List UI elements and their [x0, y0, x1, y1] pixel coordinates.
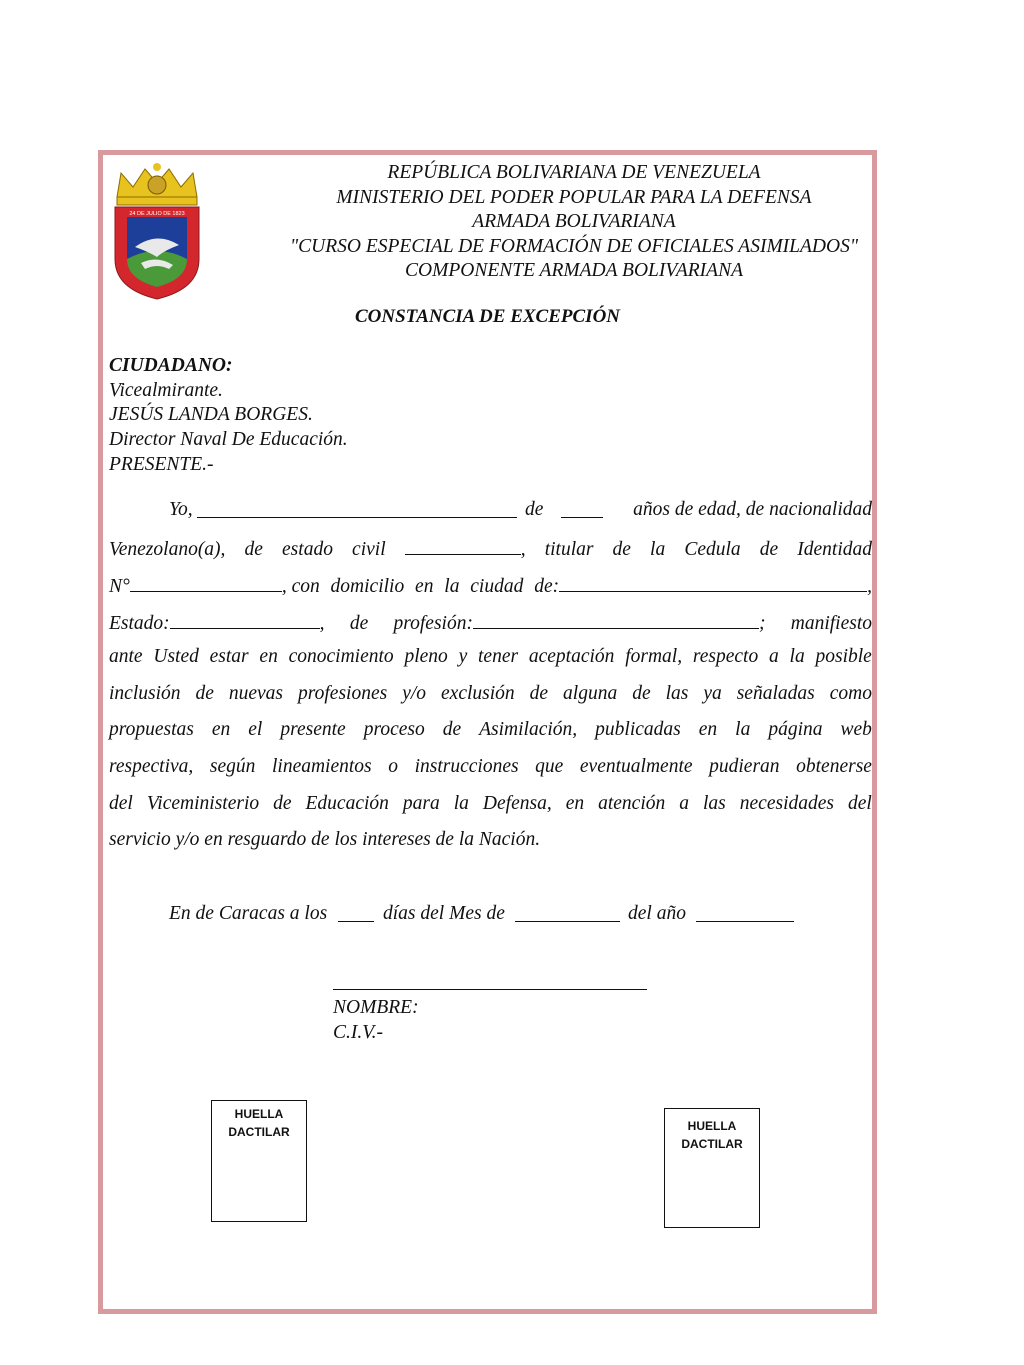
- body-line-1: Yo, de años de edad, de nacionalidad: [169, 499, 872, 520]
- addressee-rank: Vicealmirante.: [109, 379, 223, 401]
- paragraph-line: del Viceministerio de Educación para la Defensa, en atención a las necesidades del: [109, 792, 872, 814]
- header-line-navy: ARMADA BOLIVARIANA: [472, 211, 676, 232]
- body-line-4: Estado: , de profesión: ; manifiesto: [109, 610, 872, 640]
- signature-line[interactable]: [333, 989, 647, 990]
- navy-crest-logo: [111, 159, 203, 301]
- id-number-blank[interactable]: [130, 573, 282, 592]
- header-line-course: "CURSO ESPECIAL DE FORMACIÓN DE OFICIALES ASIMILADOS": [289, 235, 859, 257]
- civil-status-blank[interactable]: [405, 536, 521, 555]
- signature-name-label: NOMBRE:: [333, 997, 419, 1018]
- paragraph-line: propuestas en el presente proceso de Asimilación, publicadas en la página web: [109, 719, 872, 741]
- year-blank[interactable]: [696, 903, 794, 922]
- city-blank[interactable]: [559, 573, 867, 592]
- day-blank[interactable]: [338, 903, 374, 922]
- age-blank[interactable]: [561, 499, 603, 518]
- document-frame: [98, 150, 877, 1314]
- signature-civ-label: C.I.V.-: [333, 1022, 384, 1043]
- addressee-salutation: CIUDADANO:: [109, 355, 233, 376]
- state-blank[interactable]: [170, 610, 320, 629]
- addressee-position: Director Naval De Educación.: [109, 429, 348, 451]
- addressee-block: [109, 354, 348, 478]
- name-blank[interactable]: [197, 499, 517, 518]
- fingerprint-box-left[interactable]: HUELLA DACTILAR: [211, 1100, 307, 1222]
- paragraph-line: respectiva, según lineamientos o instrucciones que eventualmente pudieran obtenerse: [109, 756, 872, 778]
- header-line-component: COMPONENTE ARMADA BOLIVARIANA: [405, 260, 743, 281]
- body-line-3: N° , con domicilio en la ciudad de: ,: [109, 573, 872, 603]
- profession-blank[interactable]: [473, 610, 759, 629]
- date-line: En de Caracas a los días del Mes de del año: [109, 903, 872, 933]
- body-last-line: servicio y/o en resguardo de los intereses de la Nación.: [109, 829, 541, 850]
- document-title: CONSTANCIA DE EXCEPCIÓN: [354, 306, 621, 327]
- addressee-name: JESÚS LANDA BORGES.: [109, 404, 313, 426]
- addressee-closing: PRESENTE.-: [109, 453, 214, 475]
- fingerprint-box-right[interactable]: HUELLA DACTILAR: [664, 1108, 760, 1228]
- header-block: [263, 161, 885, 284]
- header-line-republic: REPÚBLICA BOLIVARIANA DE VENEZUELA: [387, 162, 761, 183]
- body-line-2: Venezolano(a), de estado civil , titular de la Cedula de Identidad: [109, 536, 872, 566]
- svg-text:24 DE JULIO DE 1823: 24 DE JULIO DE 1823: [129, 211, 185, 217]
- header-line-ministry: MINISTERIO DEL PODER POPULAR PARA LA DEFENSA: [336, 186, 812, 208]
- month-blank[interactable]: [515, 903, 620, 922]
- paragraph-line: ante Usted estar en conocimiento pleno y tener aceptación formal, respecto a la posible: [109, 646, 872, 667]
- paragraph-line: inclusión de nuevas profesiones y/o exclusión de alguna de las ya señaladas como: [109, 682, 872, 704]
